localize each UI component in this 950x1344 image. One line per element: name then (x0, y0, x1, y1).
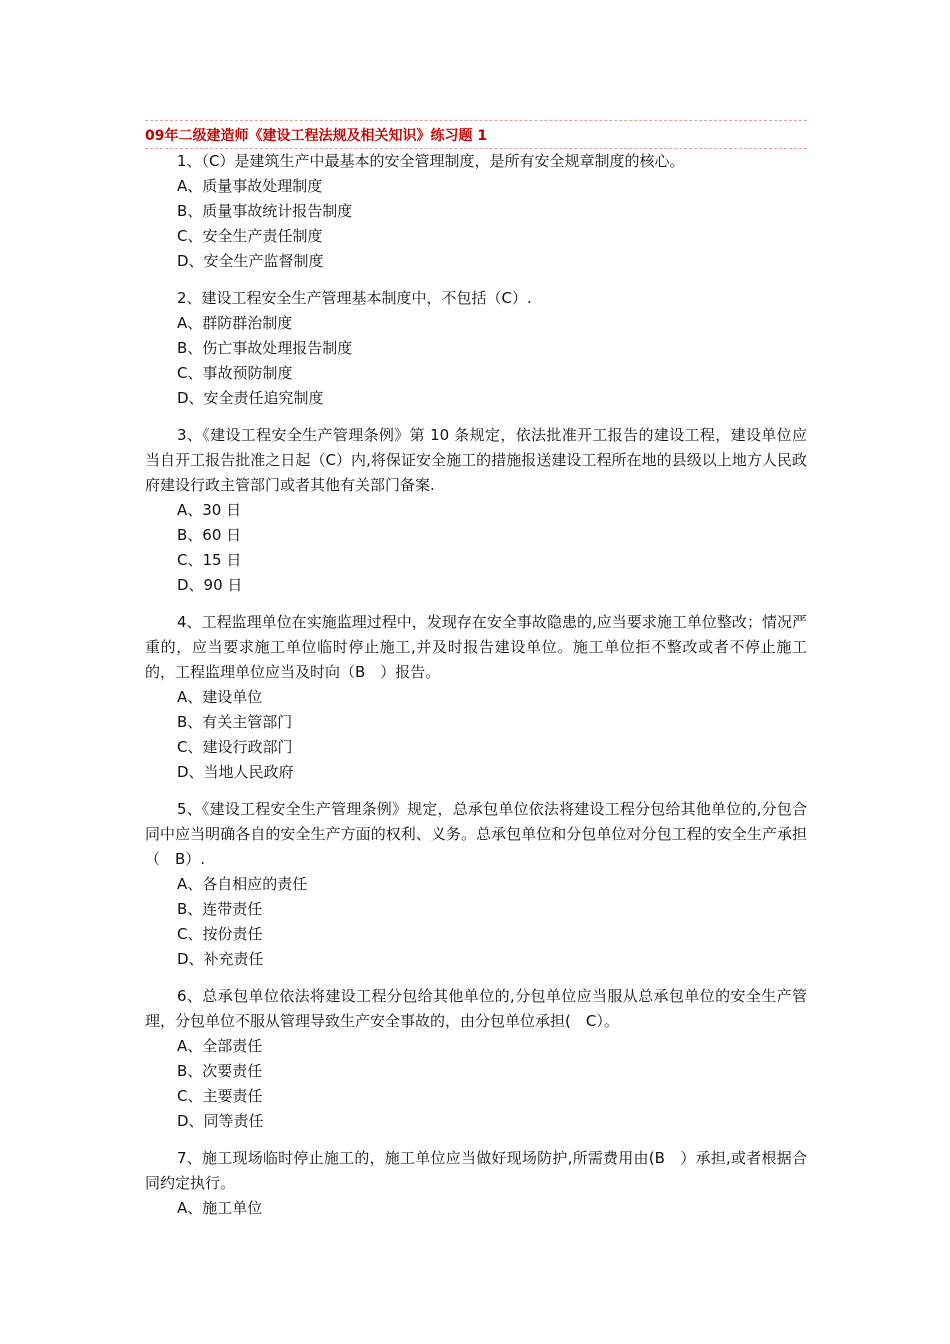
option-c: C、主要责任 (177, 1087, 263, 1105)
option-a: A、建设单位 (177, 688, 263, 706)
title-block (145, 120, 807, 149)
option-c: C、按份责任 (177, 925, 263, 943)
option-a: A、施工单位 (177, 1199, 263, 1217)
option-b: B、60 日 (177, 526, 242, 544)
document-title: 09年二级建造师《建设工程法规及相关知识》练习题 1 (145, 128, 488, 144)
question-text: 7、施工现场临时停止施工的，施工单位应当做好现场防护,所需费用由(B ）承担,或者根据合同约定执行。 (145, 1149, 807, 1192)
option-b: B、质量事故统计报告制度 (177, 202, 353, 220)
question-text: 2、建设工程安全生产管理基本制度中，不包括（C）. (177, 289, 532, 307)
question-text: 1、（C）是建筑生产中最基本的安全管理制度，是所有安全规章制度的核心。 (177, 152, 685, 170)
option-b: B、连带责任 (177, 900, 263, 918)
option-b: B、有关主管部门 (177, 713, 293, 731)
option-d: D、安全责任追究制度 (177, 389, 324, 407)
option-d: D、当地人民政府 (177, 763, 294, 781)
question-6 (145, 984, 807, 1134)
option-c: C、事故预防制度 (177, 364, 293, 382)
option-a: A、全部责任 (177, 1037, 263, 1055)
option-a: A、质量事故处理制度 (177, 177, 323, 195)
option-c: C、15 日 (177, 551, 242, 569)
option-b: B、次要责任 (177, 1062, 263, 1080)
question-1 (145, 149, 807, 274)
question-7 (145, 1146, 807, 1221)
option-a: A、30 日 (177, 501, 242, 519)
option-d: D、同等责任 (177, 1112, 264, 1130)
option-a: A、各自相应的责任 (177, 875, 308, 893)
option-d: D、补充责任 (177, 950, 264, 968)
option-d: D、90 日 (177, 576, 243, 594)
question-4 (145, 610, 807, 785)
question-text: 3、《建设工程安全生产管理条例》第 10 条规定，依法批准开工报告的建设工程，建设单位应当自开工报告批准之日起（C）内,将保证安全施工的措施报送建设工程所在地的县级以上地方人民政府建设行政主管部门或者其他有关部门备案. (145, 426, 807, 494)
option-a: A、群防群治制度 (177, 314, 293, 332)
question-text: 5、《建设工程安全生产管理条例》规定，总承包单位依法将建设工程分包给其他单位的,分包合同中应当明确各自的安全生产方面的权利、义务。总承包单位和分包单位对分包工程的安全生产承担（ B）. (145, 800, 807, 868)
question-text: 6、总承包单位依法将建设工程分包给其他单位的,分包单位应当服从总承包单位的安全生产管理，分包单位不服从管理导致生产安全事故的，由分包单位承担( C）。 (145, 987, 807, 1030)
option-c: C、安全生产责任制度 (177, 227, 323, 245)
question-5 (145, 797, 807, 972)
question-2 (145, 286, 807, 411)
document-page (145, 120, 807, 1233)
question-text: 4、工程监理单位在实施监理过程中，发现存在安全事故隐患的,应当要求施工单位整改；情况严重的，应当要求施工单位临时停止施工,并及时报告建设单位。施工单位拒不整改或者不停止施工的，工程监理单位应当及时向（B ）报告。 (145, 613, 807, 681)
option-c: C、建设行政部门 (177, 738, 293, 756)
option-b: B、伤亡事故处理报告制度 (177, 339, 353, 357)
option-d: D、安全生产监督制度 (177, 252, 324, 270)
question-3 (145, 423, 807, 598)
